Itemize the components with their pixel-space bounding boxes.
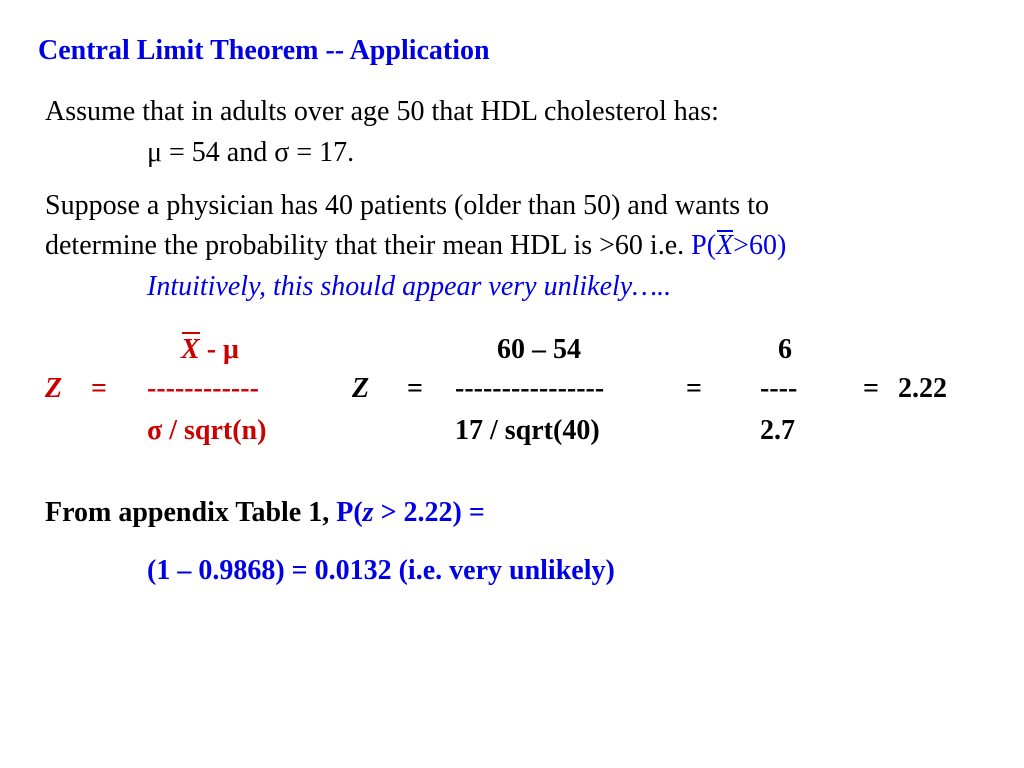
appendix-prefix: From appendix Table 1,: [45, 497, 337, 528]
formula-denominator-simple: 2.7: [760, 415, 795, 446]
formula-fraction-bar-simple: ----: [760, 373, 798, 404]
suppose-line-2-text: determine the probability that their mean HDL is >60 i.e.: [45, 230, 692, 261]
appendix-line: [45, 499, 485, 527]
appendix-probability: [336, 497, 485, 528]
probability-expression: [691, 230, 786, 261]
formula-z-label-2: Z: [352, 373, 370, 404]
formula-z-label: Z: [45, 373, 63, 404]
slide-title: Central Limit Theorem -- Application: [38, 35, 490, 66]
probability-rest: >60): [733, 230, 787, 261]
appendix-probability-open: P(: [336, 497, 363, 528]
formula-numerator-rest: - μ: [199, 334, 239, 365]
formula-denominator-values: 17 / sqrt(40): [455, 415, 600, 446]
suppose-line-1: Suppose a physician has 40 patients (older than 50) and wants to: [45, 190, 769, 221]
assume-line-1: Assume that in adults over age 50 that HDL cholesterol has:: [45, 96, 719, 127]
appendix-answer: (1 – 0.9868) = 0.0132 (i.e. very unlikely): [147, 555, 615, 586]
formula-equals-4: =: [863, 373, 879, 404]
probability-open: P(: [691, 230, 717, 261]
formula-result: 2.22: [898, 373, 947, 404]
formula-equals-1: =: [91, 373, 107, 404]
appendix-probability-rest: > 2.22) =: [373, 497, 485, 528]
appendix-z-symbol: z: [362, 497, 374, 528]
formula-numerator-simple: 6: [778, 334, 792, 365]
suppose-line-2: [45, 232, 786, 260]
formula-equals-3: =: [686, 373, 702, 404]
formula-fraction-bar-values: ----------------: [455, 373, 605, 404]
formula-numerator-values: 60 – 54: [497, 334, 581, 365]
formula-numerator-symbolic: [181, 336, 239, 364]
formula-denominator-symbolic: σ / sqrt(n): [147, 415, 267, 446]
formula-fraction-bar-symbolic: ------------: [147, 373, 259, 404]
assume-line-2: μ = 54 and σ = 17.: [147, 137, 355, 168]
intuition-note: Intuitively, this should appear very unlikely…..: [147, 271, 672, 302]
formula-xbar-symbol: X: [181, 334, 200, 365]
formula-equals-2: =: [407, 373, 423, 404]
xbar-symbol: X: [716, 230, 734, 261]
